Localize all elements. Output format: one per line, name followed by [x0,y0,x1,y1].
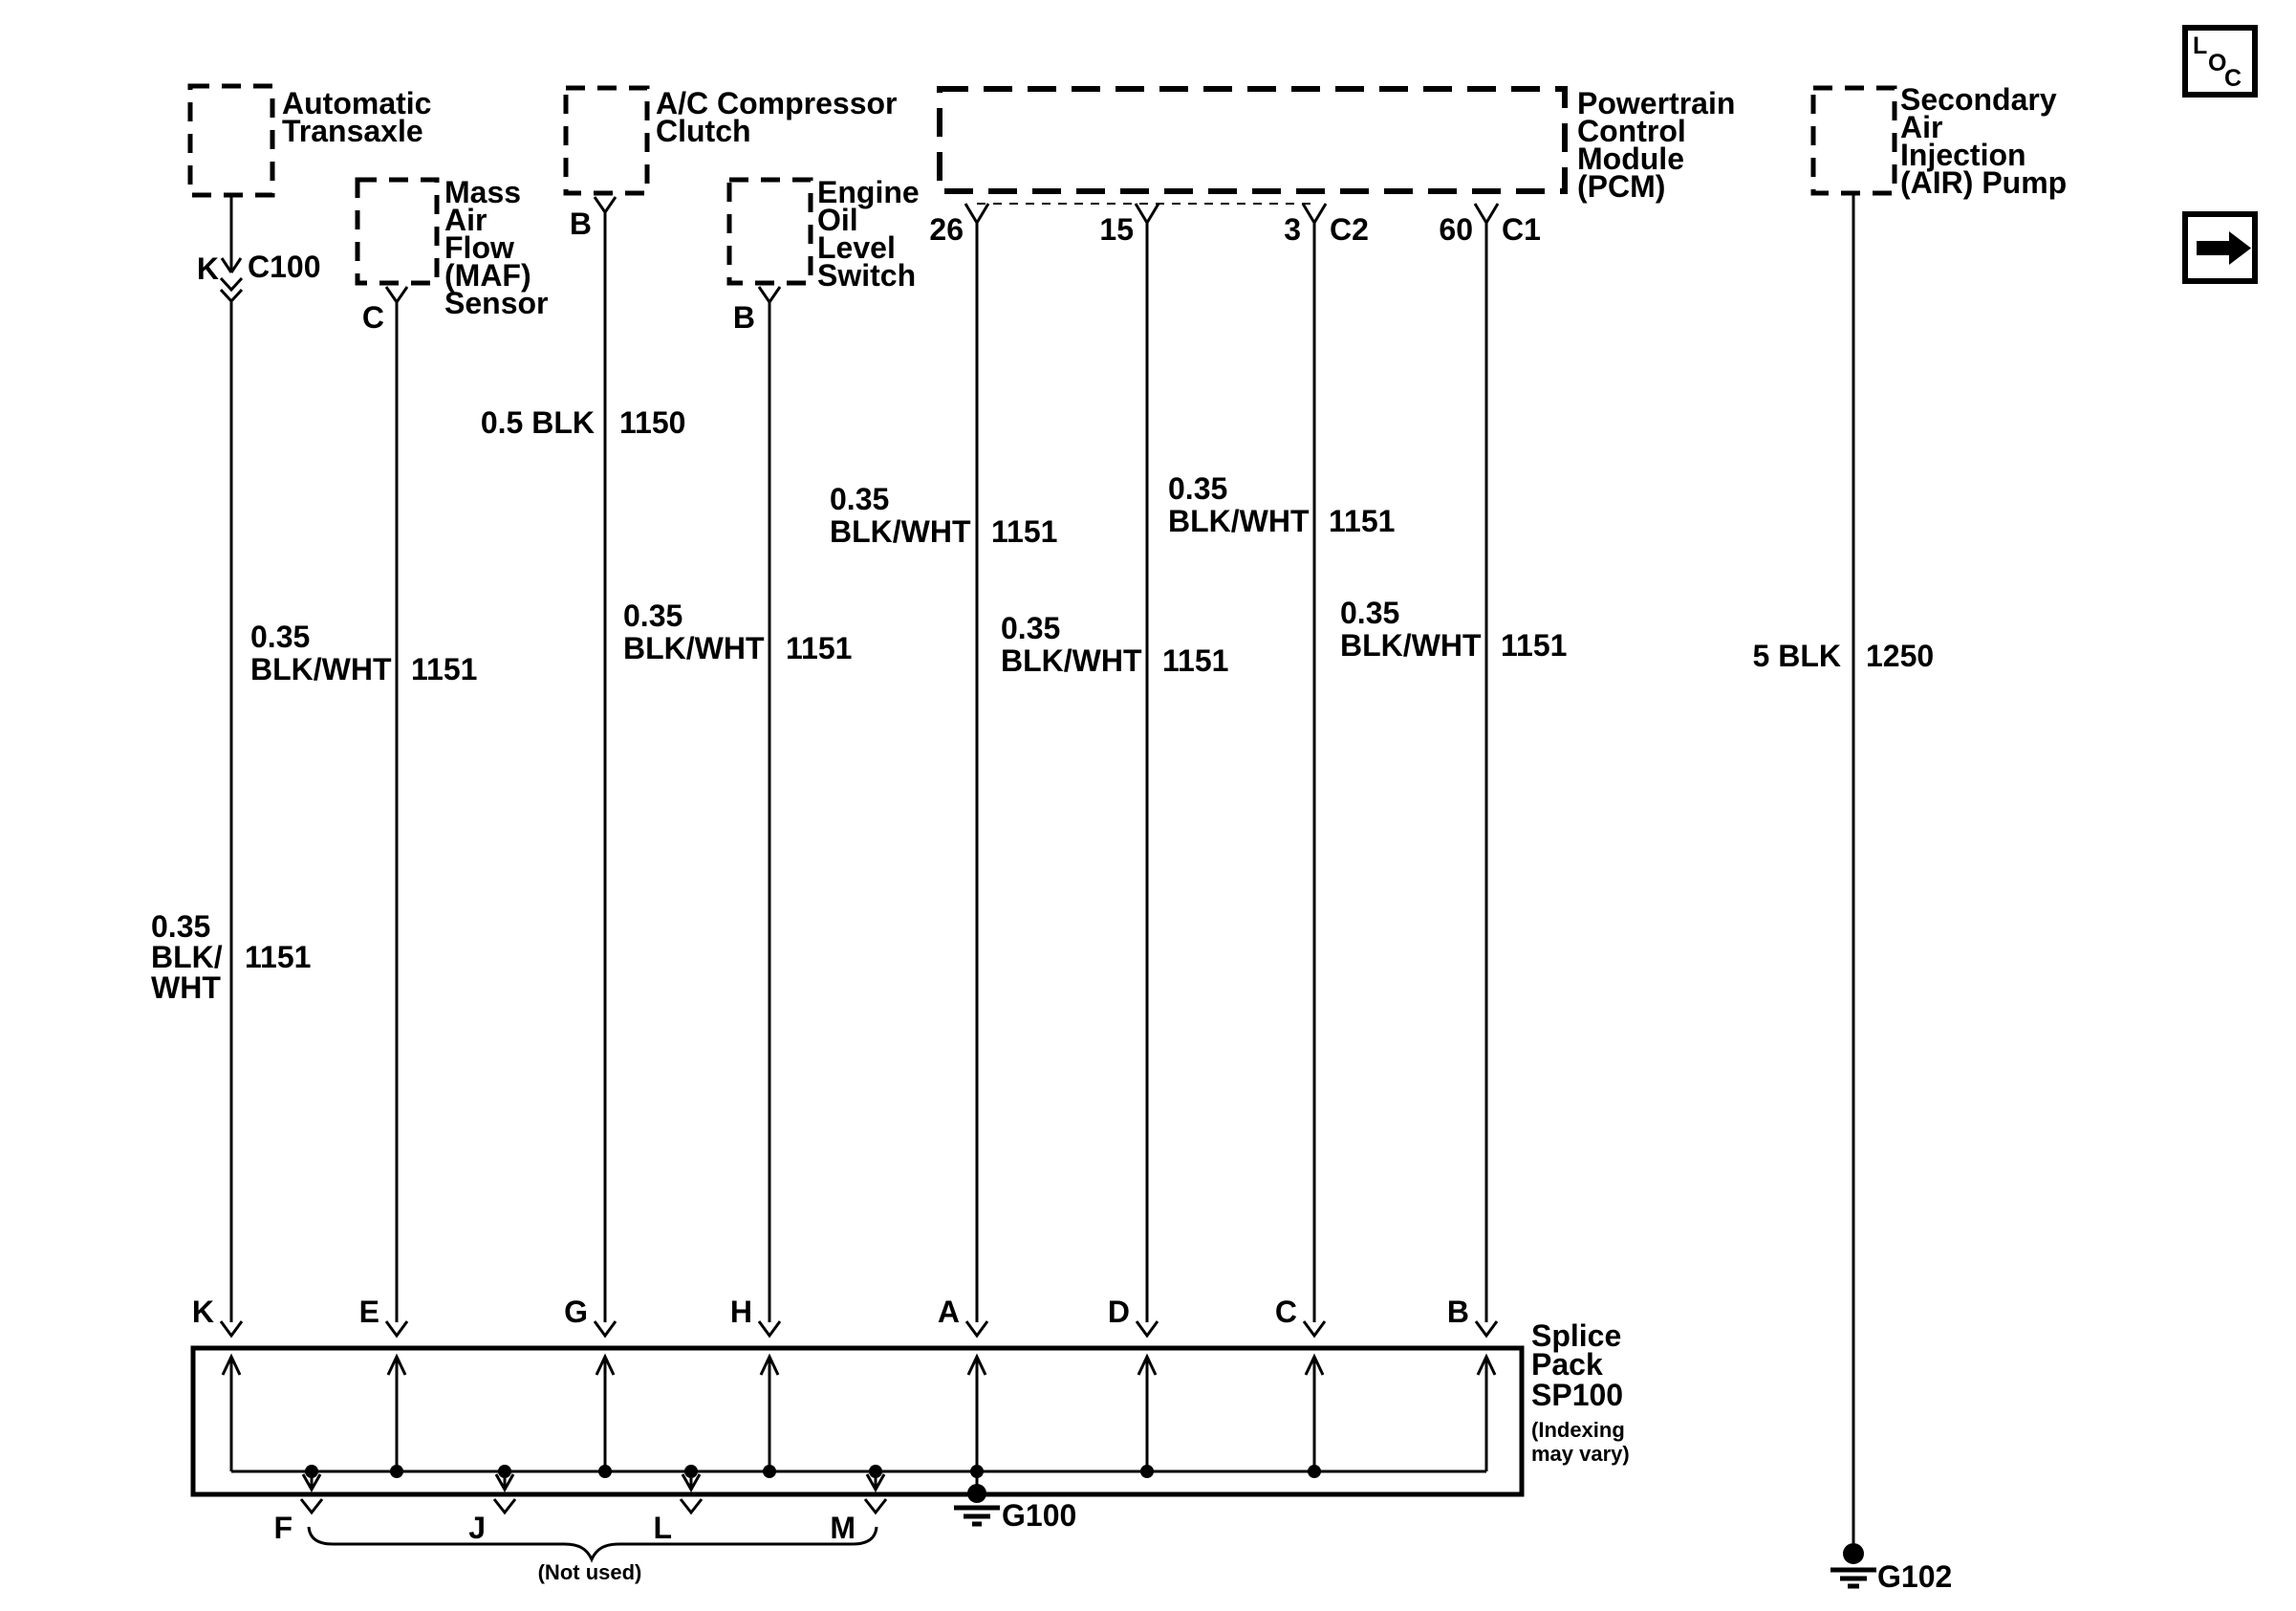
ac-pin-letter: B [569,207,592,241]
air-pump-label: (AIR) Pump [1900,165,2068,200]
splice-terminal-g: G [564,1295,588,1329]
component-maf-sensor [357,175,548,1322]
wire-spec: 0.35 [250,620,311,654]
wire-spec: 0.35 [1340,596,1400,630]
pcm-label: (PCM) [1577,169,1666,204]
splice-terminal-k: K [191,1295,214,1329]
wire-circuit: 1151 [1501,628,1568,663]
wire-spec: BLK/WHT [623,631,765,665]
component-pcm [929,86,1735,1322]
automatic-transaxle-label: Transaxle [282,114,423,148]
wire-spec: BLK/WHT [1001,643,1142,678]
splice-terminal-j: J [468,1511,486,1545]
wire-circuit: 1151 [1162,643,1229,678]
splice-pack-sp100 [192,1295,1630,1584]
wire-spec: BLK/WHT [250,652,392,686]
loc-letter: L [2193,33,2208,59]
splice-terminal-m: M [830,1511,856,1545]
wire-circuit: 1151 [1329,504,1396,538]
wire-spec: 0.35 [1001,611,1061,645]
ground-dot [967,1484,986,1503]
splice-pack-note: (Indexing [1531,1418,1625,1442]
pcm-connector-c1: C1 [1502,212,1541,247]
wire-spec: 0.35 [830,482,890,516]
wire-circuit: 1151 [991,514,1058,549]
wire-spec: 0.5 BLK [480,405,595,440]
splice-terminal-b: B [1446,1295,1469,1329]
wire-labels [151,405,1934,1005]
maf-label: Sensor [444,286,549,320]
right-arrow-icon [2197,231,2251,265]
loc-button[interactable] [2185,28,2255,95]
terminal-fork-icon [1303,204,1326,223]
maf-pin-letter: C [361,300,384,335]
oil-switch-label: Engine [817,175,920,209]
pcm-connector-c2: C2 [1330,212,1369,247]
next-page-button[interactable] [2185,214,2255,281]
oil-pin-letter: B [732,300,755,335]
splice-pack-label: Pack [1531,1347,1603,1382]
g102-label: G102 [1877,1559,1953,1594]
maf-label: Air [444,203,487,237]
air-pump-label: Air [1900,110,1943,144]
air-pump-label: Secondary [1900,82,2057,117]
ac-clutch-label: A/C Compressor [656,86,898,120]
wire-circuit: 1151 [786,631,853,665]
c100-connector-label: C100 [248,250,321,284]
pcm-pin-3: 3 [1284,212,1301,247]
wire-spec: 0.35 [1168,471,1228,506]
ground-g102 [1830,1543,1952,1594]
oil-switch-label: Switch [817,258,917,293]
wire-spec: BLK/ [151,940,223,974]
ac-clutch-label: Clutch [656,114,751,148]
automatic-transaxle-label: Automatic [282,86,432,120]
wire-spec: 5 BLK [1752,639,1841,673]
pcm-pin-15: 15 [1099,212,1134,247]
splice-pack-label: SP100 [1531,1378,1624,1412]
splice-terminal-h: H [729,1295,752,1329]
ground-dot [1843,1543,1864,1564]
splice-terminal-l: L [653,1511,672,1545]
connector-chevron-icon [221,278,242,290]
pcm-label: Control [1577,114,1686,148]
splice-terminal-f: F [273,1511,292,1545]
splice-terminal-d: D [1107,1295,1130,1329]
wire-circuit: 1150 [619,405,686,440]
ground-g100 [954,1484,1076,1533]
splice-pack-note: may vary) [1531,1442,1630,1466]
component-air-pump [1813,82,2067,1543]
g100-label: G100 [1002,1498,1077,1533]
pcm-pin-26: 26 [929,212,964,247]
terminal-fork-icon [386,287,407,302]
not-used-note: (Not used) [537,1560,642,1584]
maf-label: Flow [444,230,514,265]
splice-pack-label: Splice [1531,1318,1622,1353]
pcm-box [940,89,1565,191]
air-pump-box [1813,88,1895,193]
air-pump-label: Injection [1900,138,2026,172]
terminal-fork-icon [595,197,616,212]
wire-circuit: 1151 [411,652,478,686]
pcm-pin-60: 60 [1439,212,1473,247]
wire-spec: WHT [151,970,221,1005]
terminal-fork-icon [1136,204,1159,223]
pcm-label: Module [1577,142,1684,176]
wire-spec: BLK/WHT [1340,628,1482,663]
component-engine-oil-level-switch [729,175,920,1322]
automatic-transaxle-box [190,86,272,195]
c100-pin-letter: K [196,251,219,286]
wire-circuit: 1151 [245,940,312,974]
not-used-brace [309,1527,877,1559]
terminal-fork-icon [759,287,780,302]
wire-spec: 0.35 [151,909,211,944]
pcm-label: Powertrain [1577,86,1736,120]
oil-switch-box [729,180,811,283]
loc-letter: O [2208,50,2227,76]
wire-spec: 0.35 [623,599,683,633]
maf-sensor-box [357,180,437,283]
connector-c100 [197,195,321,1322]
splice-terminal-a: A [937,1295,960,1329]
oil-switch-label: Oil [817,203,858,237]
wire-spec: BLK/WHT [830,514,971,549]
wire-spec: BLK/WHT [1168,504,1310,538]
wire-circuit: 1250 [1866,639,1935,673]
maf-label: Mass [444,175,522,209]
terminal-fork-icon [1475,204,1498,223]
splice-terminal-e: E [358,1295,379,1329]
ac-clutch-box [566,88,647,193]
loc-letter: C [2224,65,2242,92]
oil-switch-label: Level [817,230,896,265]
maf-label: (MAF) [444,258,531,293]
splice-terminal-c: C [1274,1295,1297,1329]
terminal-fork-icon [965,204,988,223]
